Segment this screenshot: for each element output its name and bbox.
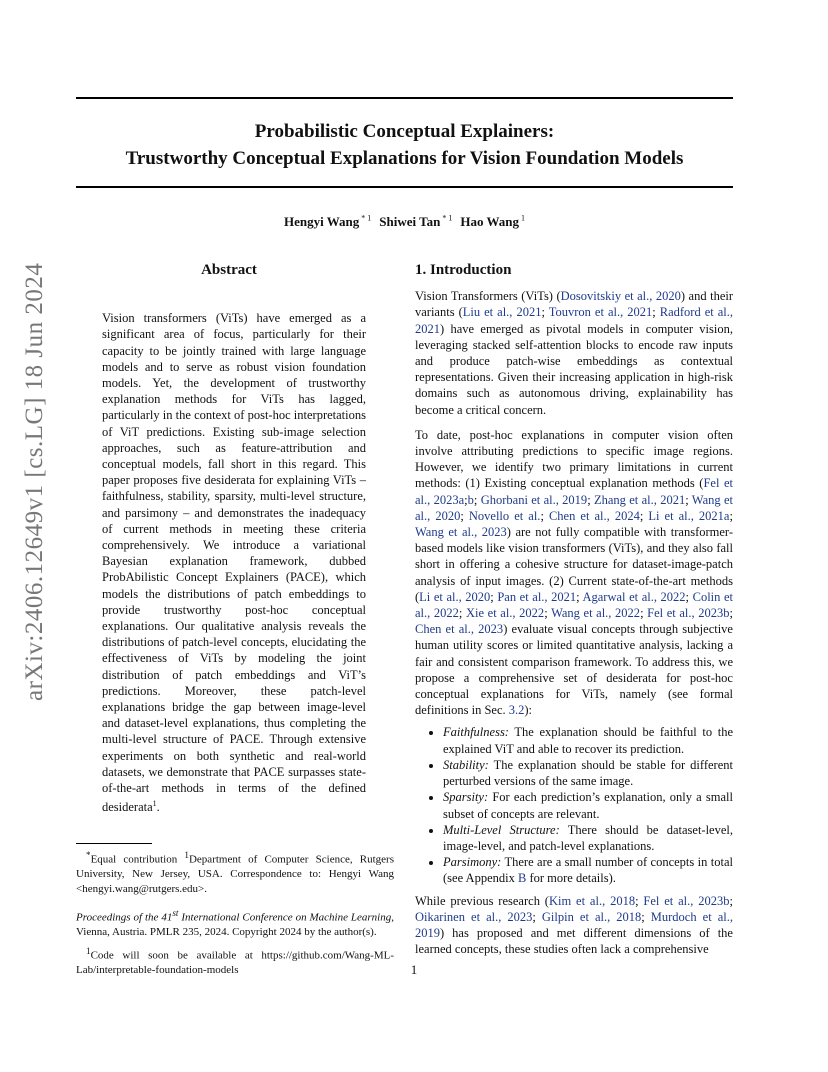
paragraph-text: ; <box>464 492 468 507</box>
paragraph-text: ; <box>635 893 644 908</box>
desiderata-item <box>443 757 733 789</box>
footnote-proceedings: Proceedings of the 41st International Conference on Machine Learning, Vienna, Austria. PMLR 235, 2024. Copyright 2024 by the author(s). <box>76 908 394 939</box>
citation-link[interactable]: Dosovitskiy et al., 2020 <box>560 289 681 304</box>
paragraph-text: ; <box>541 305 549 320</box>
paragraph-text: ; <box>458 606 466 621</box>
citation-link[interactable]: Radford et al., 2021 <box>415 305 734 336</box>
author-affiliation-mark: * 1 <box>359 214 372 223</box>
citation-link[interactable]: Li et al., 2021a <box>648 508 730 523</box>
citation-link[interactable]: Wang et al., 2023 <box>415 525 507 540</box>
citation-link[interactable]: Li et al., 2020 <box>419 589 491 604</box>
footnote-code: $^1$Code will soon be available at https://github.com/Wang-ML-Lab/interpretable-foundation-models <box>76 945 394 976</box>
citation-link[interactable]: Chen et al., 2023 <box>415 622 504 637</box>
paper-title <box>76 118 733 172</box>
desiderata-term: Faithfulness: <box>443 725 509 740</box>
citation-link[interactable]: Ghorbani et al., 2019 <box>480 492 588 507</box>
paragraph-text: ; <box>685 492 692 507</box>
desiderata-text: There should be dataset-level, image-level, and patch-level explanations. <box>443 822 733 853</box>
abstract-text: Vision transformers (ViTs) have emerged as a significant area of focus, particularly for their capacity to be jointly trained with large language models and to serve as robust vision foundation models. Yet, the development of trustworthy explanation methods for ViTs has lagged, particularly in the context of post-hoc interpretations of ViT predictions. Existing sub-image selection approaches, such as feature-attribution and conceptual models, fall short in this regard. This paper proposes five desiderata for explaining ViTs – faithfulness, stability, sparsity, multi-level structure, and parsimony – and demonstrates the inadequacy of current methods in meeting these criteria comprehensively. We introduce a variational Bayesian explanation framework, dubbed ProbAbilistic Concept Explainers (PACE), which models the distributions of patch embeddings to provide trustworthy post-hoc conceptual explanations. Our qualitative analysis reveals the distributions of patch-level concepts, elucidating the effectiveness of ViTs by modeling the joint distribution of patch embeddings and ViT’s predictions. Moreover, these patch-level explanations bridge the gap between image-level and dataset-level explanations, thus completing the multi-level structure of PACE. Through extensive experiments on both synthetic and real-world datasets, we demonstrate that PACE surpasses state-of-the-art methods in terms of the defined desiderata$^1$. <box>102 311 366 815</box>
footnote-mark: 1 <box>152 799 157 809</box>
author-name: Hao Wang $^1$ <box>460 214 525 230</box>
desiderata-text: The explanation should be faithful to the explained ViT and able to recover its prediction. <box>443 725 733 756</box>
page-number: 1 <box>410 962 418 977</box>
desiderata-item <box>443 854 733 886</box>
intro-paragraph-2 <box>415 427 733 719</box>
paragraph-text: ) have emerged as pivotal models in computer vision, leveraging stacked self-attention blocks to encode raw inputs and produce patch-wise embeddings as contextual representations. Given their increasing application in high-risk domains such as autonomous driving, explainability has become a critical concern. <box>415 321 733 417</box>
citation-link[interactable]: Gilpin et al., 2018 <box>541 909 642 924</box>
desiderata-item <box>443 822 733 854</box>
arxiv-stamp: arXiv:2406.12649v1 [cs.LG] 18 Jun 2024 <box>21 262 48 701</box>
paragraph-text: Vision Transformers (ViTs) ( <box>415 289 561 304</box>
paragraph-text: ; <box>540 508 549 523</box>
introduction-heading: 1. Introduction <box>415 262 512 278</box>
paragraph-text: ; <box>532 909 542 924</box>
desiderata-item <box>443 724 733 756</box>
title-line-1: Probabilistic Conceptual Explainers: <box>254 121 555 142</box>
intro-paragraph-1 <box>415 288 733 418</box>
desiderata-text: The explanation should be stable for different perturbed versions of the same image. <box>443 757 733 789</box>
citation-link[interactable]: Wang et al., 2020 <box>415 492 733 523</box>
introduction-column <box>415 262 733 957</box>
paragraph-text: ; <box>640 606 648 621</box>
citation-link[interactable]: b <box>467 492 474 507</box>
author-affiliation-mark: 1 <box>518 214 525 223</box>
desiderata-text: for more details). <box>526 871 616 886</box>
citation-link[interactable]: Kim et al., 2018 <box>548 893 636 908</box>
citation-link[interactable]: Wang et al., 2022 <box>551 606 641 621</box>
citation-link[interactable]: Zhang et al., 2021 <box>594 492 686 507</box>
paragraph-text: ; <box>729 606 734 621</box>
paragraph-text: ; <box>544 606 552 621</box>
desiderata-text: There are a small number of concepts in total (see Appendix <box>443 855 733 886</box>
intro-paragraph-3 <box>415 893 733 958</box>
citation-link[interactable]: Colin et al., 2022 <box>415 589 733 621</box>
abstract-column <box>102 262 366 816</box>
paragraph-text: ; <box>641 909 651 924</box>
footnote-affiliation: *Equal contribution $^1$Department of Computer Science, Rutgers University, New Jersey, USA. Correspondence to: Hengyi Wang <hengyi.wang@rutgers.edu>. <box>76 850 394 895</box>
citation-link[interactable]: Fel et al., 2023b <box>643 893 730 908</box>
citation-link[interactable]: Touvron et al., 2021 <box>548 305 653 320</box>
paragraph-text: ; <box>652 305 660 320</box>
citation-link[interactable]: Agarwal et al., 2022 <box>582 589 686 604</box>
author-name: Shiwei Tan $^{* 1}$ <box>379 214 453 230</box>
citation-link[interactable]: 3.2 <box>508 703 525 718</box>
paragraph-text: ) and their variants ( <box>415 289 733 320</box>
paragraph-text: ) evaluate visual concepts through subjective human utility scores or limited quantitative analysis, lacking a fair and consistent comparison framework. To address this, we propose a comprehensive set of desiderata for post-hoc conceptual explanations for ViTs, namely (see formal definitions in Sec. <box>415 622 733 718</box>
paragraph-text: ; <box>473 492 481 507</box>
paragraph-text: ; <box>729 893 734 908</box>
citation-link[interactable]: Liu et al., 2021 <box>462 305 542 320</box>
top-rule <box>76 97 733 99</box>
citation-link[interactable]: Pan et al., 2021 <box>497 589 577 604</box>
paragraph-text: ) has proposed and met different dimensions of the learned concepts, these studies often lack a comprehensive <box>415 925 733 957</box>
footnote-rule <box>76 843 152 844</box>
abstract-heading: Abstract <box>201 262 257 278</box>
paragraph-text: ): <box>524 703 533 718</box>
appendix-link[interactable]: B <box>517 871 527 886</box>
paragraph-text: ; <box>639 508 649 523</box>
author-affiliation-mark: * 1 <box>440 214 453 223</box>
desiderata-term: Sparsity: <box>443 790 489 805</box>
paragraph-text: ; <box>576 589 583 604</box>
desiderata-term: Multi-Level Structure: <box>443 822 560 837</box>
citation-link[interactable]: Fel et al., 2023b <box>647 606 730 621</box>
citation-link[interactable]: Fel et al., 2023a <box>415 476 733 507</box>
citation-link[interactable]: Xie et al., 2022 <box>465 606 545 621</box>
citation-link[interactable]: Oikarinen et al., 2023 <box>415 909 533 924</box>
paragraph-text: ; <box>460 508 469 523</box>
citation-link[interactable]: Murdoch et al., 2019 <box>415 909 733 940</box>
author-name: Hengyi Wang $^{* 1}$ <box>284 214 372 230</box>
paragraph-text: ) are not fully compatible with transformer-based models like vision transformers (ViTs), and they also fall short in offering a cohesive structure for dataset-image-patch analysis of input images. (2) Current state-of-the-art methods ( <box>415 525 733 604</box>
paragraph-text: ; <box>587 492 594 507</box>
citation-link[interactable]: Chen et al., 2024 <box>548 508 640 523</box>
desiderata-term: Parsimony: <box>443 855 502 870</box>
title-bottom-rule <box>76 186 733 188</box>
paragraph-text: While previous research ( <box>415 893 549 908</box>
desiderata-item <box>443 789 733 821</box>
paragraph-text: ; <box>685 589 693 604</box>
desiderata-term: Stability: <box>443 757 489 772</box>
paragraph-text: ; <box>729 508 733 523</box>
author-list <box>76 214 733 230</box>
desiderata-text: For each prediction’s explanation, only a small subset of concepts are relevant. <box>443 790 733 821</box>
title-line-2: Trustworthy Conceptual Explanations for Vision Foundation Models <box>125 148 684 169</box>
paragraph-text: ; <box>490 589 498 604</box>
desiderata-list <box>415 724 733 886</box>
citation-link[interactable]: Novello et al. <box>468 508 541 523</box>
paragraph-text: To date, post-hoc explanations in computer vision often involve attributing predictions to specific image regions. However, we identify two primary limitations in current methods: (1) Existing conceptual explanation methods ( <box>415 427 733 491</box>
